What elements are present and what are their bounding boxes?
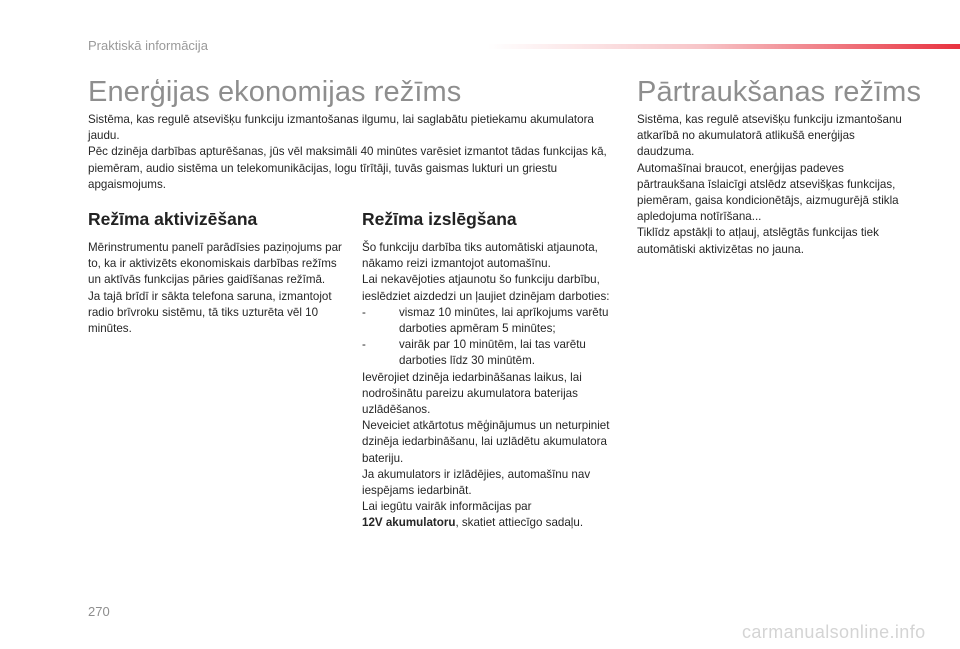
- watermark: carmanualsonline.info: [742, 622, 926, 642]
- deactivation-heading: Režīma izslēgšana: [362, 209, 517, 229]
- deactivation-paragraph: Ievērojiet dzinēja iedarbināšanas laikus, lai nodrošinātu pareizu akumulatora baterijas uzlādēšanos.: [362, 370, 582, 417]
- intro-paragraph: Sistēma, kas regulē atsevišķu funkciju izmantošanas ilgumu, lai saglabātu pietiekamu akumulatora jaudu.: [88, 113, 594, 143]
- list-item-text: vairāk par 10 minūtēm, lai tas varētu darboties līdz 30 minūtēm.: [399, 338, 586, 368]
- list-dash: -: [362, 338, 366, 352]
- stop-mode-title: Pārtraukšanas režīms: [637, 76, 922, 108]
- header-accent-stripe: [488, 44, 960, 49]
- stop-mode-text: [637, 112, 905, 258]
- list-dash: -: [362, 305, 366, 319]
- activation-text: [88, 240, 350, 337]
- economy-mode-title: Enerģijas ekonomijas režīms: [88, 76, 462, 108]
- deactivation-paragraph: Lai nekavējoties atjaunotu šo funkciju darbību, ieslēdziet aizdedzi un ļaujiet dzinējam darboties:: [362, 273, 610, 303]
- deactivation-paragraph: Lai iegūtu vairāk informācijas par: [362, 500, 532, 514]
- deactivation-paragraph: Ja akumulators ir izlādējies, automašīnu nav iespējams iedarbināt.: [362, 467, 591, 498]
- activation-paragraph: Ja tajā brīdī ir sākta telefona saruna, izmantojot radio brīvroku sistēmu, tā tiks uzturēta vēl 10 minūtes.: [88, 289, 332, 336]
- deactivation-text: [362, 240, 624, 532]
- battery-reference: [362, 515, 624, 531]
- battery-reference-suffix: , skatiet attiecīgo sadaļu.: [455, 516, 584, 530]
- section-title: Praktiskā informācija: [88, 38, 208, 53]
- deactivation-paragraph: Šo funkciju darbība tiks automātiski atjaunota, nākamo reizi izmantojot automašīnu.: [362, 241, 598, 271]
- activation-paragraph: Mērinstrumentu panelī parādīsies paziņojums par to, ka ir aktivizēts ekonomiskais darbības režīms un aktīvās funkcijas pāries gaidīšanas režīmā.: [88, 241, 342, 287]
- page-number: 270: [88, 604, 110, 619]
- list-item: [362, 305, 624, 337]
- list-item: [362, 337, 624, 369]
- intro-paragraph: Pēc dzinēja darbības apturēšanas, jūs vēl maksimāli 40 minūtes varēsiet izmantot tādas funkcijas kā, piemēram, audio sistēma un telekomunikācijas, logu tīrītāji, tuvās gaismas lukturi un griestu apgaismojums.: [88, 145, 607, 191]
- activation-heading: Režīma aktivizēšana: [88, 209, 258, 229]
- battery-reference-link[interactable]: 12V akumulatoru: [362, 516, 456, 530]
- stop-mode-paragraph: Tiklīdz apstākļi to atļauj, atslēgtās funkcijas tiek automātiski aktivizētas no jauna.: [637, 226, 879, 256]
- stop-mode-paragraph: Sistēma, kas regulē atsevišķu funkciju izmantošanu atkarībā no akumulatorā atlikušā enerģijas daudzuma.: [637, 113, 902, 159]
- list-item-text: vismaz 10 minūtes, lai aprīkojums varētu darboties apmēram 5 minūtes;: [399, 305, 609, 336]
- deactivation-paragraph: Neveiciet atkārtotus mēģinājumus un neturpiniet dzinēja iedarbināšanu, lai uzlādētu akumulatora bateriju.: [362, 419, 610, 465]
- stop-mode-paragraph: Automašīnai braucot, enerģijas padeves pārtraukšana īslaicīgi atslēdz atsevišķas funkcijas, piemēram, gaisa kondicionētājs, aizmugurējā stikla apledojuma notīrīšana...: [637, 161, 899, 224]
- economy-mode-intro: [88, 112, 618, 193]
